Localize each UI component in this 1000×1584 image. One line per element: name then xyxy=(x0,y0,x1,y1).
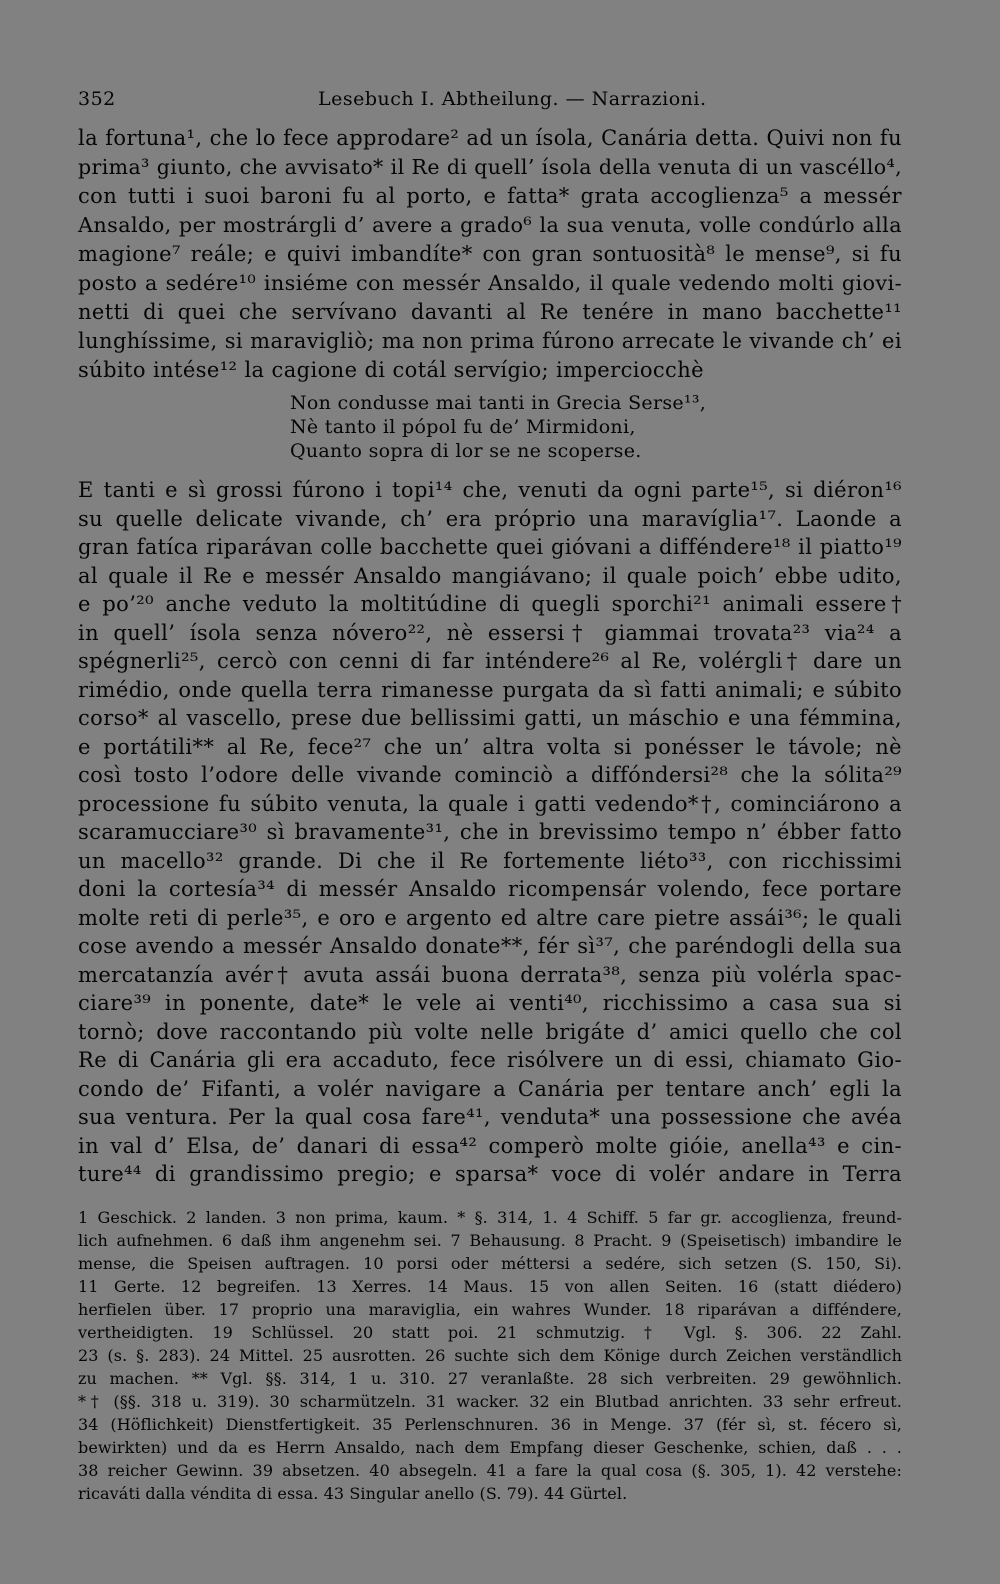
page-number: 352 xyxy=(78,88,116,110)
text-line: in quell’ ísola senza nóvero²², nè essersi† giammai trovata²³ via²⁴ a xyxy=(78,621,902,645)
text-line: e po’²⁰ anche veduto la moltitúdine di quegli sporchi²¹ animali essere† xyxy=(78,592,902,616)
text-line: con tutti i suoi baroni fu al porto, e fatta* grata accoglienza⁵ a messér xyxy=(78,184,902,208)
footnote-line: bewirkten) und da es Herrn Ansaldo, nach dem Empfang dieser Geschenke, schien, daß . . . xyxy=(78,1438,902,1457)
text-line: doni la cortesía³⁴ di messér Ansaldo ricompensár volendo, fece portare xyxy=(78,877,902,901)
text-line: rimédio, onde quella terra rimanesse purgata da sì fatti animali; e súbito xyxy=(78,678,902,702)
text-line: Ansaldo, per mostrárgli d’ avere a grado⁶ la sua venuta, volle condúrlo alla xyxy=(78,213,902,237)
text-line: scaramucciare³⁰ sì bravamente³¹, che in brevissimo tempo n’ ébber fatto xyxy=(78,820,902,844)
footnote-line: lich aufnehmen. 6 daß ihm angenehm sei. 7 Behausung. 8 Pracht. 9 (Speisetisch) imbandire le xyxy=(78,1231,902,1250)
text-line: ciare³⁹ in ponente, date* le vele ai venti⁴⁰, ricchissimo a casa sua si xyxy=(78,991,902,1015)
text-line: E tanti e sì grossi fúrono i topi¹⁴ che, venuti da ogni parte¹⁵, si diéron¹⁶ xyxy=(78,478,902,502)
footnote-line: mense, die Speisen auftragen. 10 porsi oder méttersi a sedére, sich setzen (S. 150, Si). xyxy=(78,1254,902,1273)
text-line: ture⁴⁴ di grandissimo pregio; e sparsa* voce di volér andare in Terra xyxy=(78,1162,902,1186)
text-line: gran fatíca riparávan colle bacchette quei gióvani a difféndere¹⁸ il piatto¹⁹ xyxy=(78,535,902,559)
text-line: e portátili** al Re, fece²⁷ che un’ altra volta si ponésser le távole; nè xyxy=(78,735,902,759)
footnote-line: 1 Geschick. 2 landen. 3 non prima, kaum. * §. 314, 1. 4 Schiff. 5 far gr. accoglienza, freund- xyxy=(78,1208,902,1227)
footnote-line: 11 Gerte. 12 begreifen. 13 Xerres. 14 Maus. 15 von allen Seiten. 16 (statt diédero) xyxy=(78,1277,902,1296)
text-line: la fortuna¹, che lo fece approdare² ad un ísola, Canária detta. Quivi non fu xyxy=(78,126,902,150)
footnote-line: ricaváti dalla véndita di essa. 43 Singular anello (S. 79). 44 Gürtel. xyxy=(78,1484,628,1503)
poem-line: Nè tanto il pópol fu de’ Mirmidoni, xyxy=(290,416,636,438)
page-header xyxy=(78,88,904,118)
running-title: Lesebuch I. Abtheilung. — Narrazioni. xyxy=(318,88,707,110)
text-line: sua ventura. Per la qual cosa fare⁴¹, venduta* una possessione che avéa xyxy=(78,1105,902,1129)
text-line: posto a sedére¹⁰ insiéme con messér Ansaldo, il quale vedendo molti giovi- xyxy=(78,271,902,295)
footnote-line: herfielen über. 17 proprio una maraviglia, ein wahres Wunder. 18 riparávan a difféndere, xyxy=(78,1300,902,1319)
text-line: Re di Canária gli era accaduto, fece risólvere un di essi, chiamato Gio- xyxy=(78,1048,902,1072)
text-line: un macello³² grande. Di che il Re fortemente liéto³³, con ricchissimi xyxy=(78,849,902,873)
footnote-line: zu machen. ** Vgl. §§. 314, 1 u. 310. 27 veranlaßte. 28 sich verbreiten. 29 gewöhnlich. xyxy=(78,1369,902,1388)
text-line: tornò; dove raccontando più volte nelle brigáte d’ amici quello che col xyxy=(78,1020,902,1044)
text-line: spégnerli²⁵, cercò con cenni di far inténdere²⁶ al Re, volérgli† dare un xyxy=(78,649,902,673)
text-line: prima³ giunto, che avvisato* il Re di quell’ ísola della venuta di un vascéllo⁴, xyxy=(78,155,902,179)
footnote-line: *† (§§. 318 u. 319). 30 scharmützeln. 31 wacker. 32 ein Blutbad anrichten. 33 sehr erfreut. xyxy=(78,1392,902,1411)
text-line: su quelle delicate vivande, ch’ era próprio una maravíglia¹⁷. Laonde a xyxy=(78,507,902,531)
footnote-line: 38 reicher Gewinn. 39 absetzen. 40 absegeln. 41 a fare la qual cosa (§. 305, 1). 42 verstehe: xyxy=(78,1461,902,1480)
text-line: mercatanzía avér† avuta assái buona derrata³⁸, senza più volérla spac- xyxy=(78,963,902,987)
text-line: magione⁷ reále; e quivi imbandíte* con gran sontuosità⁸ le mense⁹, si fu xyxy=(78,242,902,266)
footnote-line: 34 (Höflichkeit) Dienstfertigkeit. 35 Perlenschnuren. 36 in Menge. 37 (fér sì, st. fécero sì, xyxy=(78,1415,902,1434)
footnote-line: vertheidigten. 19 Schlüssel. 20 statt poi. 21 schmutzig. † Vgl. §. 306. 22 Zahl. xyxy=(78,1323,902,1342)
text-line: al quale il Re e messér Ansaldo mangiávano; il quale poich’ ebbe udito, xyxy=(78,564,902,588)
text-line: lunghíssime, si maravigliò; ma non prima fúrono arrecate le vivande ch’ ei xyxy=(78,329,902,353)
text-line: così tosto l’odore delle vivande cominciò a diffóndersi²⁸ che la sólita²⁹ xyxy=(78,763,902,787)
text-line: cose avendo a messér Ansaldo donate**, fér sì³⁷, che paréndogli della sua xyxy=(78,934,902,958)
text-line: processione fu súbito venuta, la quale i gatti vedendo*†, cominciárono a xyxy=(78,792,902,816)
poem-line: Quanto sopra di lor se ne scoperse. xyxy=(290,440,642,462)
text-line: in val d’ Elsa, de’ danari di essa⁴² comperò molte gióie, anella⁴³ e cin- xyxy=(78,1134,902,1158)
poem-line: Non condusse mai tanti in Grecia Serse¹³, xyxy=(290,392,707,414)
text-line: súbito intése¹² la cagione di cotál servígio; imperciocchè xyxy=(78,358,704,382)
text-line: condo de’ Fifanti, a volér navigare a Canária per tentare anch’ egli la xyxy=(78,1077,902,1101)
text-line: netti di quei che servívano davanti al Re tenére in mano bacchette¹¹ xyxy=(78,300,902,324)
footnote-line: 23 (s. §. 283). 24 Mittel. 25 ausrotten. 26 suchte sich dem Könige durch Zeichen verständlich xyxy=(78,1346,902,1365)
text-line: molte reti di perle³⁵, e oro e argento ed altre care pietre assái³⁶; le quali xyxy=(78,906,902,930)
text-line: corso* al vascello, prese due bellissimi gatti, un máschio e una fémmina, xyxy=(78,706,902,730)
